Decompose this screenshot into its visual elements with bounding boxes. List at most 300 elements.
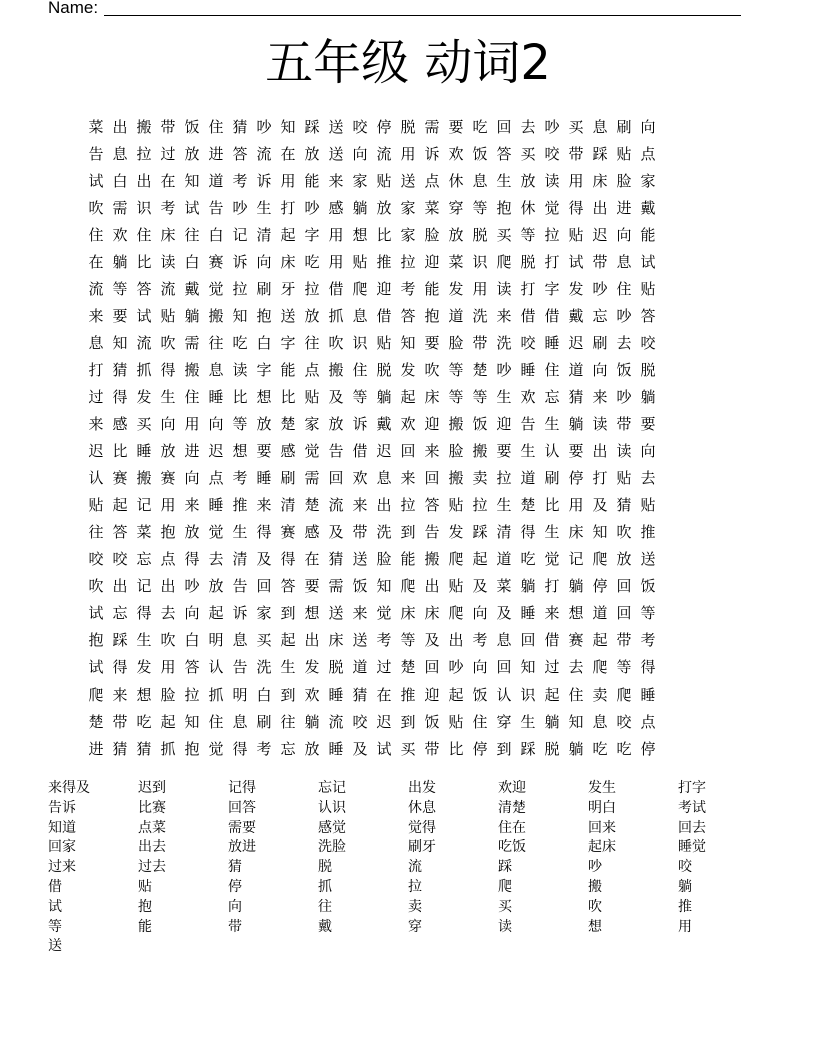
grid-cell[interactable]: 回 (328, 469, 344, 488)
grid-cell[interactable]: 床 (328, 631, 344, 650)
grid-cell[interactable]: 菜 (136, 523, 152, 542)
grid-cell[interactable]: 点 (640, 144, 656, 163)
grid-cell[interactable]: 送 (328, 144, 344, 163)
grid-cell[interactable]: 能 (304, 171, 320, 190)
grid-cell[interactable]: 休 (520, 198, 536, 217)
grid-cell[interactable]: 来 (592, 387, 608, 406)
grid-cell[interactable]: 贴 (616, 469, 632, 488)
grid-cell[interactable]: 告 (232, 658, 248, 677)
grid-cell[interactable]: 放 (448, 225, 464, 244)
grid-cell[interactable]: 起 (592, 631, 608, 650)
grid-cell[interactable]: 爬 (592, 550, 608, 569)
grid-cell[interactable]: 及 (424, 631, 440, 650)
grid-cell[interactable]: 拉 (472, 496, 488, 515)
grid-cell[interactable]: 在 (376, 685, 392, 704)
grid-cell[interactable]: 记 (568, 550, 584, 569)
grid-cell[interactable]: 吃 (472, 117, 488, 136)
grid-cell[interactable]: 向 (208, 415, 224, 434)
grid-cell[interactable]: 觉 (208, 739, 224, 758)
grid-cell[interactable]: 借 (352, 442, 368, 461)
grid-cell[interactable]: 迟 (568, 333, 584, 352)
grid-cell[interactable]: 读 (232, 360, 248, 379)
grid-cell[interactable]: 放 (304, 306, 320, 325)
grid-cell[interactable]: 回 (616, 604, 632, 623)
grid-cell[interactable]: 白 (184, 252, 200, 271)
grid-cell[interactable]: 要 (640, 415, 656, 434)
grid-cell[interactable]: 贴 (568, 225, 584, 244)
grid-cell[interactable]: 息 (352, 306, 368, 325)
grid-cell[interactable]: 抓 (136, 360, 152, 379)
grid-cell[interactable]: 息 (208, 360, 224, 379)
grid-cell[interactable]: 吹 (616, 523, 632, 542)
grid-cell[interactable]: 戴 (568, 306, 584, 325)
grid-cell[interactable]: 读 (592, 415, 608, 434)
grid-cell[interactable]: 答 (136, 279, 152, 298)
grid-cell[interactable]: 菜 (448, 252, 464, 271)
grid-cell[interactable]: 考 (160, 198, 176, 217)
grid-cell[interactable]: 来 (544, 604, 560, 623)
grid-cell[interactable]: 发 (448, 523, 464, 542)
grid-cell[interactable]: 去 (160, 604, 176, 623)
grid-cell[interactable]: 生 (496, 496, 512, 515)
grid-cell[interactable]: 生 (280, 658, 296, 677)
grid-cell[interactable]: 向 (352, 144, 368, 163)
grid-cell[interactable]: 知 (592, 523, 608, 542)
grid-cell[interactable]: 能 (400, 550, 416, 569)
grid-cell[interactable]: 感 (112, 415, 128, 434)
grid-cell[interactable]: 点 (208, 469, 224, 488)
grid-cell[interactable]: 忘 (592, 306, 608, 325)
grid-cell[interactable]: 忘 (280, 739, 296, 758)
grid-cell[interactable]: 住 (472, 712, 488, 731)
grid-cell[interactable]: 咬 (88, 550, 104, 569)
grid-cell[interactable]: 流 (328, 712, 344, 731)
grid-cell[interactable]: 打 (520, 279, 536, 298)
grid-cell[interactable]: 清 (496, 523, 512, 542)
grid-cell[interactable]: 放 (160, 442, 176, 461)
grid-cell[interactable]: 考 (232, 469, 248, 488)
grid-cell[interactable]: 刷 (280, 469, 296, 488)
grid-cell[interactable]: 赛 (280, 523, 296, 542)
grid-cell[interactable]: 试 (376, 739, 392, 758)
grid-cell[interactable]: 戴 (184, 279, 200, 298)
grid-cell[interactable]: 认 (208, 658, 224, 677)
grid-cell[interactable]: 等 (472, 198, 488, 217)
grid-cell[interactable]: 猜 (232, 117, 248, 136)
grid-cell[interactable]: 得 (184, 550, 200, 569)
grid-cell[interactable]: 吹 (424, 360, 440, 379)
grid-cell[interactable]: 床 (568, 523, 584, 542)
grid-cell[interactable]: 睡 (208, 496, 224, 515)
grid-cell[interactable]: 抓 (208, 685, 224, 704)
grid-cell[interactable]: 得 (640, 658, 656, 677)
grid-cell[interactable]: 带 (424, 739, 440, 758)
grid-cell[interactable]: 欢 (448, 144, 464, 163)
grid-cell[interactable]: 楚 (304, 496, 320, 515)
grid-cell[interactable]: 过 (160, 144, 176, 163)
grid-cell[interactable]: 及 (496, 604, 512, 623)
grid-cell[interactable]: 住 (568, 685, 584, 704)
grid-cell[interactable]: 猜 (352, 685, 368, 704)
grid-cell[interactable]: 及 (472, 577, 488, 596)
grid-cell[interactable]: 息 (616, 252, 632, 271)
grid-cell[interactable]: 生 (520, 712, 536, 731)
grid-cell[interactable]: 来 (184, 496, 200, 515)
grid-cell[interactable]: 起 (280, 631, 296, 650)
grid-cell[interactable]: 试 (136, 306, 152, 325)
grid-cell[interactable]: 躺 (184, 306, 200, 325)
grid-cell[interactable]: 起 (208, 604, 224, 623)
grid-cell[interactable]: 贴 (448, 712, 464, 731)
grid-cell[interactable]: 爬 (496, 252, 512, 271)
grid-cell[interactable]: 读 (496, 279, 512, 298)
grid-cell[interactable]: 要 (424, 333, 440, 352)
grid-cell[interactable]: 停 (640, 739, 656, 758)
grid-cell[interactable]: 记 (136, 577, 152, 596)
grid-cell[interactable]: 息 (232, 712, 248, 731)
grid-cell[interactable]: 推 (640, 523, 656, 542)
grid-cell[interactable]: 戴 (640, 198, 656, 217)
grid-cell[interactable]: 过 (88, 387, 104, 406)
grid-cell[interactable]: 答 (232, 144, 248, 163)
grid-cell[interactable]: 贴 (304, 387, 320, 406)
grid-cell[interactable]: 等 (616, 658, 632, 677)
grid-cell[interactable]: 进 (88, 739, 104, 758)
grid-cell[interactable]: 告 (88, 144, 104, 163)
grid-cell[interactable]: 答 (112, 523, 128, 542)
grid-cell[interactable]: 爬 (88, 685, 104, 704)
grid-cell[interactable]: 洗 (256, 658, 272, 677)
grid-cell[interactable]: 楚 (88, 712, 104, 731)
grid-cell[interactable]: 用 (568, 496, 584, 515)
grid-cell[interactable]: 生 (160, 387, 176, 406)
grid-cell[interactable]: 想 (568, 604, 584, 623)
grid-cell[interactable]: 吹 (88, 198, 104, 217)
grid-cell[interactable]: 去 (568, 658, 584, 677)
grid-cell[interactable]: 道 (352, 658, 368, 677)
grid-cell[interactable]: 告 (520, 415, 536, 434)
grid-cell[interactable]: 明 (208, 631, 224, 650)
grid-cell[interactable]: 菜 (424, 198, 440, 217)
grid-cell[interactable]: 送 (328, 604, 344, 623)
grid-cell[interactable]: 饭 (616, 360, 632, 379)
grid-cell[interactable]: 爬 (448, 550, 464, 569)
grid-cell[interactable]: 打 (544, 252, 560, 271)
grid-cell[interactable]: 放 (328, 415, 344, 434)
grid-cell[interactable]: 踩 (472, 523, 488, 542)
grid-cell[interactable]: 穿 (448, 198, 464, 217)
grid-cell[interactable]: 知 (568, 712, 584, 731)
grid-cell[interactable]: 搬 (136, 117, 152, 136)
grid-cell[interactable]: 用 (568, 171, 584, 190)
grid-cell[interactable]: 试 (184, 198, 200, 217)
grid-cell[interactable]: 洗 (472, 306, 488, 325)
grid-cell[interactable]: 脱 (400, 117, 416, 136)
grid-cell[interactable]: 吹 (328, 333, 344, 352)
grid-cell[interactable]: 得 (160, 360, 176, 379)
grid-cell[interactable]: 进 (184, 442, 200, 461)
grid-cell[interactable]: 脱 (376, 360, 392, 379)
grid-cell[interactable]: 牙 (280, 279, 296, 298)
grid-cell[interactable]: 搬 (448, 469, 464, 488)
grid-cell[interactable]: 拉 (400, 252, 416, 271)
grid-cell[interactable]: 记 (232, 225, 248, 244)
grid-cell[interactable]: 睡 (520, 360, 536, 379)
grid-cell[interactable]: 出 (424, 577, 440, 596)
grid-cell[interactable]: 迟 (592, 225, 608, 244)
grid-cell[interactable]: 买 (256, 631, 272, 650)
grid-cell[interactable]: 睡 (544, 333, 560, 352)
grid-cell[interactable]: 买 (520, 144, 536, 163)
grid-cell[interactable]: 诉 (232, 604, 248, 623)
grid-cell[interactable]: 向 (616, 225, 632, 244)
grid-cell[interactable]: 来 (352, 496, 368, 515)
grid-cell[interactable]: 告 (424, 523, 440, 542)
grid-cell[interactable]: 明 (232, 685, 248, 704)
grid-cell[interactable]: 刷 (544, 469, 560, 488)
grid-cell[interactable]: 迎 (376, 279, 392, 298)
grid-cell[interactable]: 卖 (592, 685, 608, 704)
grid-cell[interactable]: 想 (352, 225, 368, 244)
grid-cell[interactable]: 吃 (304, 252, 320, 271)
grid-cell[interactable]: 向 (184, 469, 200, 488)
grid-cell[interactable]: 能 (640, 225, 656, 244)
grid-cell[interactable]: 白 (256, 333, 272, 352)
grid-cell[interactable]: 送 (280, 306, 296, 325)
grid-cell[interactable]: 家 (400, 225, 416, 244)
grid-cell[interactable]: 能 (280, 360, 296, 379)
grid-cell[interactable]: 起 (112, 496, 128, 515)
grid-cell[interactable]: 生 (232, 523, 248, 542)
grid-cell[interactable]: 点 (424, 171, 440, 190)
grid-cell[interactable]: 清 (280, 496, 296, 515)
grid-cell[interactable]: 需 (112, 198, 128, 217)
grid-cell[interactable]: 考 (472, 631, 488, 650)
grid-cell[interactable]: 戴 (376, 415, 392, 434)
grid-cell[interactable]: 识 (352, 333, 368, 352)
grid-cell[interactable]: 答 (496, 144, 512, 163)
grid-cell[interactable]: 起 (280, 225, 296, 244)
grid-cell[interactable]: 猜 (568, 387, 584, 406)
grid-cell[interactable]: 点 (160, 550, 176, 569)
grid-cell[interactable]: 抓 (328, 306, 344, 325)
grid-cell[interactable]: 要 (496, 442, 512, 461)
grid-cell[interactable]: 需 (184, 333, 200, 352)
grid-cell[interactable]: 猜 (112, 360, 128, 379)
grid-cell[interactable]: 道 (448, 306, 464, 325)
grid-cell[interactable]: 试 (88, 604, 104, 623)
grid-cell[interactable]: 吵 (592, 279, 608, 298)
grid-cell[interactable]: 识 (472, 252, 488, 271)
grid-cell[interactable]: 生 (544, 523, 560, 542)
grid-cell[interactable]: 字 (304, 225, 320, 244)
grid-cell[interactable]: 迎 (424, 685, 440, 704)
grid-cell[interactable]: 需 (424, 117, 440, 136)
grid-cell[interactable]: 等 (448, 360, 464, 379)
grid-cell[interactable]: 吹 (160, 333, 176, 352)
grid-cell[interactable]: 知 (280, 117, 296, 136)
grid-cell[interactable]: 流 (328, 496, 344, 515)
grid-cell[interactable]: 饭 (472, 144, 488, 163)
grid-cell[interactable]: 猜 (136, 739, 152, 758)
grid-cell[interactable]: 起 (544, 685, 560, 704)
grid-cell[interactable]: 刷 (256, 279, 272, 298)
grid-cell[interactable]: 去 (616, 333, 632, 352)
grid-cell[interactable]: 猜 (616, 496, 632, 515)
grid-cell[interactable]: 带 (616, 631, 632, 650)
grid-cell[interactable]: 停 (592, 577, 608, 596)
grid-cell[interactable]: 向 (160, 415, 176, 434)
grid-cell[interactable]: 道 (568, 360, 584, 379)
grid-cell[interactable]: 打 (88, 360, 104, 379)
grid-cell[interactable]: 吹 (88, 577, 104, 596)
grid-cell[interactable]: 迎 (424, 415, 440, 434)
grid-cell[interactable]: 楚 (400, 658, 416, 677)
grid-cell[interactable]: 躺 (568, 739, 584, 758)
grid-cell[interactable]: 住 (616, 279, 632, 298)
grid-cell[interactable]: 得 (112, 387, 128, 406)
grid-cell[interactable]: 借 (520, 306, 536, 325)
grid-cell[interactable]: 要 (304, 577, 320, 596)
grid-cell[interactable]: 往 (184, 225, 200, 244)
grid-cell[interactable]: 咬 (352, 712, 368, 731)
grid-cell[interactable]: 躺 (304, 712, 320, 731)
grid-cell[interactable]: 饭 (424, 712, 440, 731)
grid-cell[interactable]: 赛 (208, 252, 224, 271)
grid-cell[interactable]: 吵 (616, 306, 632, 325)
grid-cell[interactable]: 告 (232, 577, 248, 596)
grid-cell[interactable]: 吵 (496, 360, 512, 379)
grid-cell[interactable]: 来 (88, 415, 104, 434)
grid-cell[interactable]: 欢 (400, 415, 416, 434)
grid-cell[interactable]: 饭 (472, 685, 488, 704)
grid-cell[interactable]: 拉 (232, 279, 248, 298)
grid-cell[interactable]: 试 (568, 252, 584, 271)
grid-cell[interactable]: 得 (256, 523, 272, 542)
grid-cell[interactable]: 菜 (496, 577, 512, 596)
grid-cell[interactable]: 拉 (400, 496, 416, 515)
grid-cell[interactable]: 生 (544, 415, 560, 434)
grid-cell[interactable]: 认 (88, 469, 104, 488)
grid-cell[interactable]: 及 (328, 523, 344, 542)
grid-cell[interactable]: 发 (400, 360, 416, 379)
grid-cell[interactable]: 生 (496, 171, 512, 190)
grid-cell[interactable]: 在 (280, 144, 296, 163)
grid-cell[interactable]: 用 (160, 658, 176, 677)
grid-cell[interactable]: 清 (256, 225, 272, 244)
grid-cell[interactable]: 去 (208, 550, 224, 569)
grid-cell[interactable]: 及 (328, 387, 344, 406)
grid-cell[interactable]: 忘 (136, 550, 152, 569)
grid-cell[interactable]: 感 (328, 198, 344, 217)
grid-cell[interactable]: 出 (136, 171, 152, 190)
grid-cell[interactable]: 赛 (160, 469, 176, 488)
grid-cell[interactable]: 清 (232, 550, 248, 569)
grid-cell[interactable]: 来 (400, 469, 416, 488)
grid-cell[interactable]: 猜 (328, 550, 344, 569)
grid-cell[interactable]: 借 (328, 279, 344, 298)
grid-cell[interactable]: 出 (160, 577, 176, 596)
grid-cell[interactable]: 睡 (520, 604, 536, 623)
grid-cell[interactable]: 及 (256, 550, 272, 569)
grid-cell[interactable]: 抱 (256, 306, 272, 325)
grid-cell[interactable]: 躺 (112, 252, 128, 271)
grid-cell[interactable]: 出 (112, 577, 128, 596)
grid-cell[interactable]: 吹 (160, 631, 176, 650)
grid-cell[interactable]: 等 (448, 387, 464, 406)
grid-cell[interactable]: 睡 (328, 739, 344, 758)
grid-cell[interactable]: 放 (256, 415, 272, 434)
grid-cell[interactable]: 诉 (352, 415, 368, 434)
grid-cell[interactable]: 住 (88, 225, 104, 244)
grid-cell[interactable]: 家 (400, 198, 416, 217)
grid-cell[interactable]: 及 (592, 496, 608, 515)
grid-cell[interactable]: 往 (280, 712, 296, 731)
grid-cell[interactable]: 向 (472, 658, 488, 677)
grid-cell[interactable]: 住 (352, 360, 368, 379)
grid-cell[interactable]: 需 (304, 469, 320, 488)
grid-cell[interactable]: 知 (112, 333, 128, 352)
grid-cell[interactable]: 饭 (352, 577, 368, 596)
grid-cell[interactable]: 放 (184, 144, 200, 163)
grid-cell[interactable]: 咬 (112, 550, 128, 569)
grid-cell[interactable]: 到 (280, 685, 296, 704)
grid-cell[interactable]: 知 (400, 333, 416, 352)
grid-cell[interactable]: 迟 (376, 442, 392, 461)
grid-cell[interactable]: 用 (280, 171, 296, 190)
grid-cell[interactable]: 吃 (232, 333, 248, 352)
grid-cell[interactable]: 贴 (448, 496, 464, 515)
grid-cell[interactable]: 搬 (136, 469, 152, 488)
grid-cell[interactable]: 脸 (376, 550, 392, 569)
grid-cell[interactable]: 到 (400, 523, 416, 542)
grid-cell[interactable]: 住 (136, 225, 152, 244)
grid-cell[interactable]: 流 (256, 144, 272, 163)
grid-cell[interactable]: 饭 (472, 415, 488, 434)
grid-cell[interactable]: 住 (544, 360, 560, 379)
grid-cell[interactable]: 考 (400, 279, 416, 298)
grid-cell[interactable]: 生 (520, 442, 536, 461)
grid-cell[interactable]: 赛 (112, 469, 128, 488)
grid-cell[interactable]: 比 (232, 387, 248, 406)
grid-cell[interactable]: 用 (184, 415, 200, 434)
grid-cell[interactable]: 觉 (544, 550, 560, 569)
grid-cell[interactable]: 抱 (496, 198, 512, 217)
grid-cell[interactable]: 买 (568, 117, 584, 136)
grid-cell[interactable]: 感 (304, 523, 320, 542)
grid-cell[interactable]: 起 (472, 550, 488, 569)
grid-cell[interactable]: 睡 (256, 469, 272, 488)
grid-cell[interactable]: 欢 (112, 225, 128, 244)
grid-cell[interactable]: 迎 (496, 415, 512, 434)
grid-cell[interactable]: 息 (232, 631, 248, 650)
grid-cell[interactable]: 躺 (640, 387, 656, 406)
grid-cell[interactable]: 发 (136, 387, 152, 406)
grid-cell[interactable]: 用 (328, 252, 344, 271)
grid-cell[interactable]: 睡 (640, 685, 656, 704)
grid-cell[interactable]: 比 (448, 739, 464, 758)
grid-cell[interactable]: 放 (376, 198, 392, 217)
grid-cell[interactable]: 来 (424, 442, 440, 461)
grid-cell[interactable]: 家 (640, 171, 656, 190)
grid-cell[interactable]: 床 (424, 387, 440, 406)
grid-cell[interactable]: 觉 (304, 442, 320, 461)
grid-cell[interactable]: 起 (448, 685, 464, 704)
grid-cell[interactable]: 回 (424, 469, 440, 488)
grid-cell[interactable]: 放 (304, 739, 320, 758)
grid-cell[interactable]: 流 (376, 144, 392, 163)
grid-cell[interactable]: 得 (232, 739, 248, 758)
